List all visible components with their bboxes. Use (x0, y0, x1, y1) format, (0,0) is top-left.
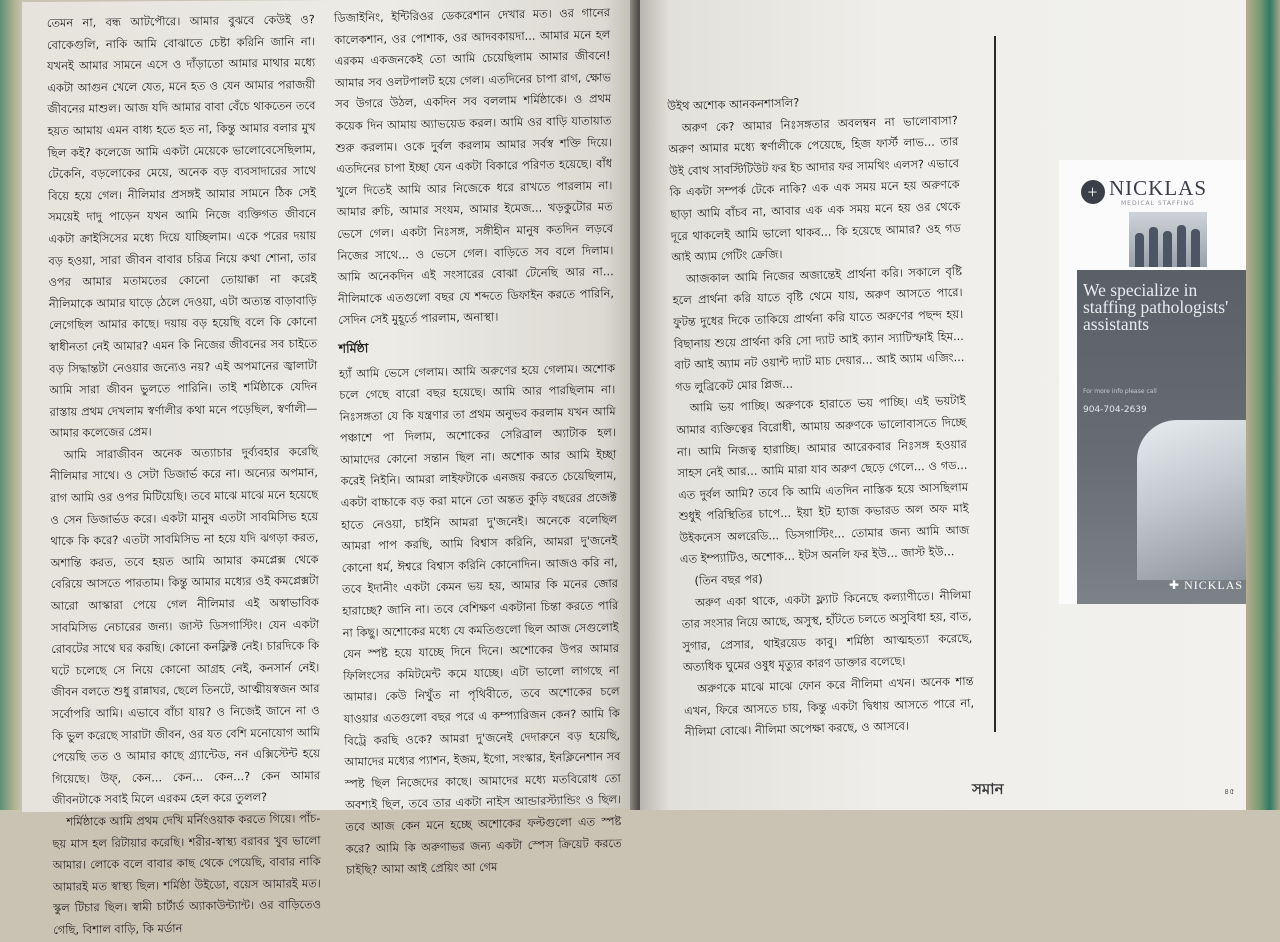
paragraph: তেমন না, বন্ধ আটপৌরে। আমার বুঝবে কেউই ও? বোকেগুলি, নাকি আমি বোঝাতে চেষ্টা করিনি জানি না। যখনই আমার সামনে এসে ও দাঁড়াতো আমার মাথার মধ্যে একটা আগুন খেলে যেত, মনে হত ও যেন আমার পরাজয়ী জীবনের মাশুল। আজ যদি আমার বাবা বেঁচে থাকতেন তবে হয়ত আমায় এমন বাধ্য হতে হত না, কিন্তু আমার বলার মুখ ছিল কই? কলেজে আমি একটা মেয়েকে ভালোবেসেছিলাম, টেকেনি, বড়লোকের মেয়ে, অনেক বড় ব্যবসাদারের সাথে বিয়ে হয়ে গেল। নীলিমার প্রসঙ্গই আমার সামনে ঠিক সেই সময়েই দাদু পাড়েন যখন আমি নিজে ব্যক্তিগত জীবনে একটা ক্রাইসিসের মধ্যে দিয়ে যাচ্ছিলাম। একে পরের দয়ায় বড় হওয়া, সারা জীবন বাবার চরিত্র নিয়ে কথা শোনা, তার ওপর আমার মতামতের কোনো তোয়াক্কা না করেই নীলিমাকে আমার ঘাড়ে ঠেলে দেওয়া, এটা অত্যন্ত বাড়াবাড়ি লেগেছিল আমার কাছে। দয়ায় বড় হয়েছি বলে কি কোনো স্বাধীনতা নেই আমার? এমন কি নিজের জীবনের সব চাইতে বড় সিদ্ধান্তটা নেওয়ার জন্যেও নয়? এই অপমানের জ্বালাটা আমি সারা জীবন ভুলতে পারিনি। তাই শর্মিষ্ঠাকে যেদিন রাস্তায় প্রথম দেখলাম স্বর্ণালীর কথা মনে পড়েছিল, স্বর্ণালী—আমার কলেজের প্রেম। (46, 12, 318, 441)
ad-phone: 904-704-2639 (1083, 405, 1147, 415)
paragraph: আমি ভয় পাচ্ছি। অরুণকে হারাতে ভয় পাচ্ছি। এই ভয়টাই আমার ব্যক্তিত্বের বিরোধী, আমায় অরুণকে ভালোবাসতে দিচ্ছে না। আমি নিজত্ব হারাচ্ছি। আমার আরেকবার নিঃসঙ্গ হওয়ার সাহস নেই আর... আমি মারা যাব অরুণ ছেড়ে গেলে... ও গড... এত দুর্বল আমি? তবে কি আমি এতদিন নাস্তিক হয়ে আসছিলাম শুধুই পরিস্থিতির চাপে... ইয়া ইট হ্যাজ কভারড অল অফ মাই উইকনেস অলরেডি... ডিসগাস্টিং... তোমার জন্য আমি আজ এত ইম্প্যাটিও, অশোক... ইটস অনলি ফর ইউ... জাস্ট ইউ... (676, 393, 970, 567)
page-stack-right-edge (1246, 0, 1280, 810)
section-marker: (তিন বছর পর) (694, 571, 763, 588)
ad-bottom-logo: ✚ NICKLAS (1169, 578, 1244, 592)
paragraph: ডিজাইনিং, ইন্টিরিওর ডেকরেশান দেখার মত। ওর গানের কালেকশান, ওর পোশাক, ওর আদবকায়দা... আমার মনে হল এরকম একজনকেই তো আমি চেয়েছিলাম আমার জীবনে! আমার সব ওলটপালট হয়ে গেল। এতদিনের চাপা রাগ, ক্ষোভ সব উগরে উঠল, একদিন সব বললাম শর্মিষ্ঠাকে। ও প্রথম কয়েক দিন আমায় অ্যাভয়েড করল। আমি ওর বাড়ি যাতায়াত শুরু করলাম। ওকে দুর্বল করলাম আমার সর্বস্ব শক্তি দিয়ে। এতদিনের চাপা ইচ্ছা যেন একটা বিকারে পরিণত হয়েছে। বাঁধ খুলে দিতেই আমি আর নিজেকে ধরে রাখতে পারলাম না। আমার রুচি, আমার সংযম, আমার ইমেজ... খড়কুটোর মত ভেসে গেল। একটা নিঃসঙ্গ, সঙ্গীহীন মানুষ কতদিন লড়বে নিজের সাথে... ও ভেসে গেল। বাড়িতে সব বলে দিলাম। আমি অনেকদিন এই সংসারের বোঝা টেনেছি আর না... নীলিমাকে এতগুলো বছর যে শব্দতে ডিফাইন করতে পারিনি, সেদিন সেই মুহূর্তে পারলাম, অনাস্থা। (333, 5, 615, 328)
page-number: ৪৫ (1224, 787, 1235, 796)
page-stack-left-edge (0, 0, 22, 810)
section-heading: শর্মিষ্ঠা (338, 340, 369, 356)
paragraph: অরুণকে মাঝে মাঝে ফোন করে নীলিমা এখন। অনেক শান্ত এখন, ফিরে আসতে চায়, কিন্তু একটা দ্বিধায় আসতে পারে না, নীলিমা বোঝে। নীলিমা অপেক্ষা করছে, ও আসবে। (683, 673, 975, 740)
paragraph: উইথ অশোক আনকনশাসলি? (667, 95, 800, 114)
paragraph: আজকাল আমি নিজের অজান্তেই প্রার্থনা করি। সকালে বৃষ্টি হলে প্রার্থনা করি যাতে বৃষ্টি থেমে যায়, অরুণ আসতে পারে। ফুটন্ত দুধের দিকে তাকিয়ে প্রার্থনা করি যাতে অরুণের পছন্দ হয়। বিছানায় শুয়ে প্রার্থনা করি সো দ্যাট আই ক্যান স্যাটিস্ফাই হিম... বাট আই অ্যাম নট ওয়ান্ট দ্যাট মাচ দেয়ার... আই অ্যাম এজিং... গড লুব্রিকেট মোর প্লিজ... (672, 263, 965, 394)
ad-panel (1077, 270, 1247, 604)
column-divider (994, 36, 996, 732)
ad-brand-name: NICKLAS (1109, 176, 1208, 200)
ad-headline: We specialize in staffing pathologists' assistants (1083, 280, 1229, 334)
right-page (640, 0, 1246, 810)
ad-brand-subtitle: MEDICAL STAFFING (1121, 200, 1195, 207)
left-column-2 (334, 2, 622, 881)
paragraph: অরুণ একা থাকে, একটা ফ্ল্যাট কিনেছে কল্যাণীতে। নীলিমা তার সংসার নিয়ে আছে, অসুস্থ, হাঁটতে চলতে অসুবিধা হয়, বাত, সুগার, প্রেসার, থাইরয়েড কাবু। শর্মিষ্ঠা আত্মহত্যা করেছে, অত্যধিক ঘুমের ওষুধ মৃত্যুর কারণ ডাক্তার বলেছে। (681, 587, 973, 675)
paragraph: হ্যাঁ আমি ভেসে গেলাম। আমি অরুণের হয়ে গেলাম। অশোক চলে গেছে বারো বছর হয়েছে। আমি আর পারছিলাম না। নিঃসঙ্গতা যে কি যন্ত্রণার তা প্রথম অনুভব করলাম যখন আমি পঞ্চাশে পা দিলাম, অশোকের সেরিব্রাল অ্যাটাক হল। আমাদের কোনো সন্তান ছিল না। অশোক আর আমি ইচ্ছা করেই নিইনি। আমরা লাইফটাকে এনজয় করতে চেয়েছিলাম, একটা বাচ্চাকে বড় করা মানে তো অন্তত কুড়ি বছরের প্রজেক্ট হাতে নেওয়া, চাইনি আমরা দু'জনেই। অনেকে বলেছিল আমরা পাপ করছি, আমি বিশ্বাস করিনি, আমরা দু'জনেই কোনো ধর্ম, ঈশ্বরে বিশ্বাস করিনি কোনোদিন। আজও করি না, তবে ইদানীং একটা কেমন ভয় হয়, আমার কি মনের জোর হারাচ্ছে? জানি না। তবে বেশিক্ষণ একটানা চিন্তা করতে পারি না কিছু। অশোকের মধ্যে যে কমতিগুলো ছিল আজ সেগুলোই যেন স্পষ্ট হয়ে যাচ্ছে দিনে দিনে। অশোকের উপর আমার ফিলিংসের কমিটমেন্ট কমে যাচ্ছে। এটা ভালো লাগছে না আমার। কেউ নিখুঁত না পৃথিবীতে, তবে অশোকের চলে যাওয়ার এতগুলো বছর পরে এ কম্প্যারিজন কেন? আমি কি বিট্রে করছি ওকে? আমরা দু'জনেই দেদারুনে বড় হয়েছি, আমাদের মধ্যের প্যাশন, ইজম, ইগো, সংস্কার, ইনক্লিনেশান সব স্পষ্ট ছিল নিজেদের কাছে। আমাদের মধ্যে মতবিরোধ তো অবশ্যই ছিল, তবে তার একটা নাইস আন্ডারস্ট্যান্ডিং ও ছিল। তবে আজ কেন মনে হচ্ছে অশোকের ফল্টগুলো এত স্পষ্ট করে? আমি কি অরুণাভর জন্য একটা স্পেস ক্রিয়েট করতে চাইছি? আমা আই প্রেয়িং আ গেম (338, 360, 622, 877)
right-column (667, 88, 975, 744)
paragraph: আমি সারাজীবন অনেক অত্যাচার দুর্ব্যবহার করেছি নীলিমার সাথে। ও সেটা ডিজার্ভ করে না। অন্যের অপমান, রাগ আমি ওর ওপর মিটিয়েছি। তবে মাঝে মাঝে মনে হয়েছে ও সেন ডিজার্ভড করে। একটা মানুষ এতটা সাবমিসিভ হয়ে থাকে কি করে? এতটা সাবমিসিভ না হয়ে যদি ঝগড়া করত, অশান্তি করত, তবে হয়ত আমি আমার কমপ্লেক্স থেকে বেরিয়ে আসতে পারতাম। কিন্তু আমার মধ্যের ওই কমপ্লেক্সটা আরো আস্কারা পেয়ে গেল নীলিমার এই অস্বাভাবিক সাবমিসিভ নেচারের জন্য। জাস্ট ডিসগাস্টিং। যেন একটা রোবটের সাথে ঘর করছি। কোনো কনফ্লিক্ট নেই। চারদিকে কি ঘটে চলেছে সে নিয়ে কোনো আগ্রহ নেই, কনসার্ন নেই। জীবন বলতে শুধু রান্নাঘর, ছেলে তিনটে, আত্মীয়স্বজন আর সর্বোপরি আমি। এভাবে বাঁচা যায়? ও নিজেই জানে না ও কি ভুল করেছে সারাটা জীবন, ওর যত বেশি মনোযোগ আমি পেয়েছি তত ও আমার কাছে গ্র্যান্টেড, নন এক্সিস্টেন্ট হয়ে গিয়েছে। উফ্, কেন... কেন... কেন...? কেন আমার জীবনটাকে সবাই মিলে এরকম হেল করে তুলল? (49, 444, 321, 808)
paragraph: অরুণ কে? আমার নিঃসঙ্গতার অবলম্বন না ভালোবাসা? অরুণ আমার মধ্যে স্বর্ণালীকে পেয়েছে, হিজ ফার্স্ট লাভ... তার উই বোথ সাবস্টিটিউট ফর ইচ আদার ফর সামথিং এলস? এভাবে কি একটা সম্পর্ক টেকে নাকি? এক এক সময় মনে হয় অরুণকে ছাড়া আমি বাঁচব না, আবার এক এক সময় মনে হয় ওর থেকে দূরে থাকলেই আমি ভালো থাকব... কি হয়েছে আমার? ওহ গড আই অ্যাম গেটিং ক্রেজি। (668, 112, 961, 265)
magazine-brand: সমান (972, 780, 1004, 798)
left-column-1 (47, 9, 321, 941)
plus-icon: + (1081, 180, 1105, 204)
advertisement (1059, 160, 1247, 604)
paragraph: শর্মিষ্ঠাকে আমি প্রথম দেখি মর্নিংওয়াক করতে গিয়ে। পাঁচ-ছয় মাস হল রিটায়ার করেছি। শরীর-স্বাস্থ্য বরাবর খুব ভালো আমার। লোকে বলে বাবার কাছ থেকে পেয়েছি, বাবার নাকি আমারই মত স্বাস্থ্য ছিল। শর্মিষ্ঠা উইডো, বয়েস আমারই মত। স্কুল টিচার ছিল। স্বামী চার্টার্ড অ্যাকাউন্ট্যান্ট। ওর বাড়িতেও গেছি, বিশাল বাড়ি, কি মর্ডান (52, 811, 322, 937)
team-photo (1129, 212, 1207, 267)
left-page (22, 0, 642, 937)
ad-small-text: For more info please call (1083, 388, 1157, 395)
lab-scientist-image (1137, 420, 1247, 580)
